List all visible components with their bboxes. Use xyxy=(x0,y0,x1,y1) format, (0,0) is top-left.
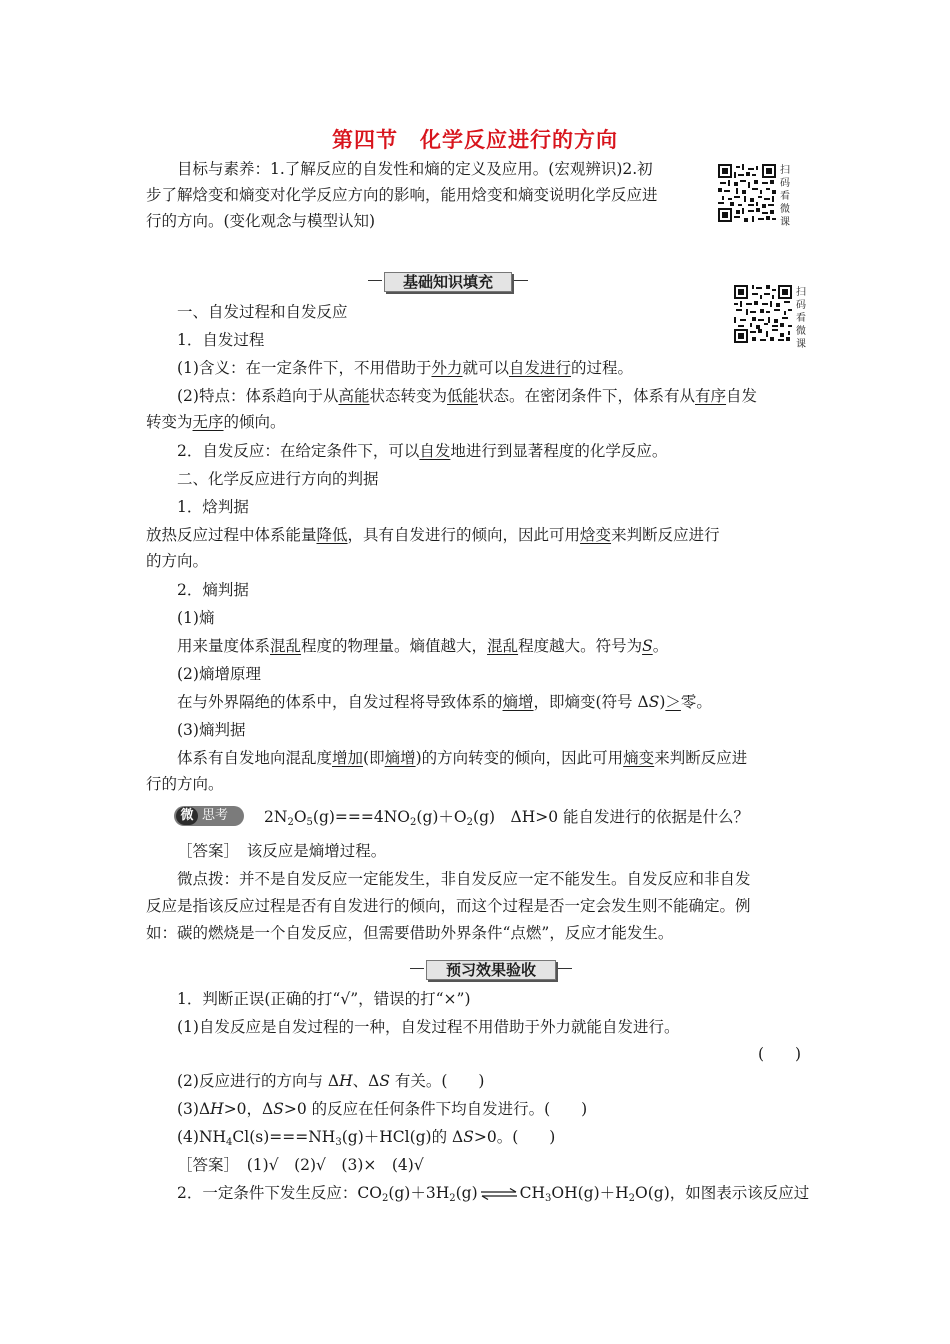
equilibrium-arrow-icon xyxy=(479,1188,519,1200)
heading-spontaneous: 一、自发过程和自发反应 xyxy=(177,303,348,321)
intro-line-3: 行的方向。(变化观念与模型认知) xyxy=(146,212,376,230)
qr-code-icon[interactable] xyxy=(734,285,792,343)
page-title: 第四节 化学反应进行的方向 xyxy=(332,128,618,152)
subheading-entropy: 2．熵判据 xyxy=(177,581,249,599)
question-1-item-3: (3)ΔH>0，ΔS>0 的反应在任何条件下均自发进行。( ) xyxy=(177,1100,588,1118)
qr-caption: 扫 码 看 微 课 xyxy=(796,287,806,350)
entropy-3-title: (3)熵判据 xyxy=(177,721,246,739)
question-1-item-2: (2)反应进行的方向与 ΔH、ΔS 有关。( ) xyxy=(177,1072,485,1090)
feature-line-2: 转变为无序的倾向。 xyxy=(146,413,286,431)
entropy-3-line: 体系有自发地向混乱度增加(即熵增)的方向转变的倾向，因此可用熵变来判断反应进 xyxy=(177,749,748,767)
intro-line-1: 目标与素养：1.了解反应的自发性和熵的定义及应用。(宏观辨识)2.初 xyxy=(177,160,653,178)
entropy-1-title: (1)熵 xyxy=(177,609,215,627)
entropy-2-line: 在与外界隔绝的体系中，自发过程将导致体系的熵增，即熵变(符号 ΔS)＞零。 xyxy=(177,693,712,711)
answer-blank: ( ) xyxy=(758,1045,802,1063)
entropy-2-title: (2)熵增原理 xyxy=(177,665,261,683)
subheading-process: 1．自发过程 xyxy=(177,331,265,349)
think-answer: ［答案］ 该反应是熵增过程。 xyxy=(177,842,387,860)
tip-line-2: 反应是指该反应过程是否有自发进行的倾向，而这个过程是否一定会发生则不能确定。例 xyxy=(146,897,751,915)
spontaneous-reaction-line: 2．自发反应：在给定条件下，可以自发地进行到显著程度的化学反应。 xyxy=(177,442,668,460)
question-1-item-1: (1)自发反应是自发过程的一种，自发过程不用借助于外力就能自发进行。 xyxy=(177,1018,680,1036)
definition-line: (1)含义：在一定条件下，不用借助于外力就可以自发进行的过程。 xyxy=(177,359,634,377)
tip-line-3: 如：碳的燃烧是一个自发反应，但需要借助外界条件“点燃”，反应才能发生。 xyxy=(146,924,674,942)
entropy-1-line: 用来量度体系混乱程度的物理量。熵值越大，混乱程度越大。符号为S。 xyxy=(177,637,669,655)
section-banner-basics: 基础知识填充 xyxy=(368,272,528,290)
think-question: $2N_2O_5(g)===4NO_2(g)+O_2(g)$ ΔH>0 能自发进行的依据是什么？ xyxy=(264,808,750,828)
enthalpy-line: 放热反应过程中体系能量降低，具有自发进行的倾向，因此可用焓变来判断反应进行 xyxy=(146,526,720,544)
section-banner-preview-check: 预习效果验收 xyxy=(410,960,572,978)
entropy-3-line-2: 行的方向。 xyxy=(146,775,224,793)
question-2: 2．一定条件下发生反应：$CO_2(g)+3H_2(g)$ $CH_3OH(g)+H_2O(g)$，如图表示该反应过 xyxy=(177,1184,810,1204)
feature-line: (2)特点：体系趋向于从高能状态转变为低能状态。在密闭条件下，体系有从有序自发 xyxy=(177,387,758,405)
intro-line-2: 步了解焓变和熵变对化学反应方向的影响，能用焓变和熵变说明化学反应进 xyxy=(146,186,658,204)
tip-line-1: 微点拨：并不是自发反应一定能发生，非自发反应一定不能发生。自发反应和非自发 xyxy=(177,870,751,888)
question-1-answer: ［答案］ (1)√ (2)√ (3)× (4)√ xyxy=(177,1156,424,1174)
qr-caption: 扫 码 看 微 课 xyxy=(780,165,790,228)
heading-direction: 二、化学反应进行方向的判据 xyxy=(177,470,379,488)
subheading-enthalpy: 1．焓判据 xyxy=(177,498,249,516)
question-1-item-4: $(4)NH_4Cl(s)===NH_3(g)+HCl(g)$的 ΔS>0。( ) xyxy=(177,1128,556,1148)
think-badge: 微 思考 xyxy=(174,806,244,828)
question-1: 1．判断正误(正确的打“√”，错误的打“×”) xyxy=(177,990,471,1008)
enthalpy-line-2: 的方向。 xyxy=(146,552,209,570)
qr-code-icon[interactable] xyxy=(718,164,776,222)
